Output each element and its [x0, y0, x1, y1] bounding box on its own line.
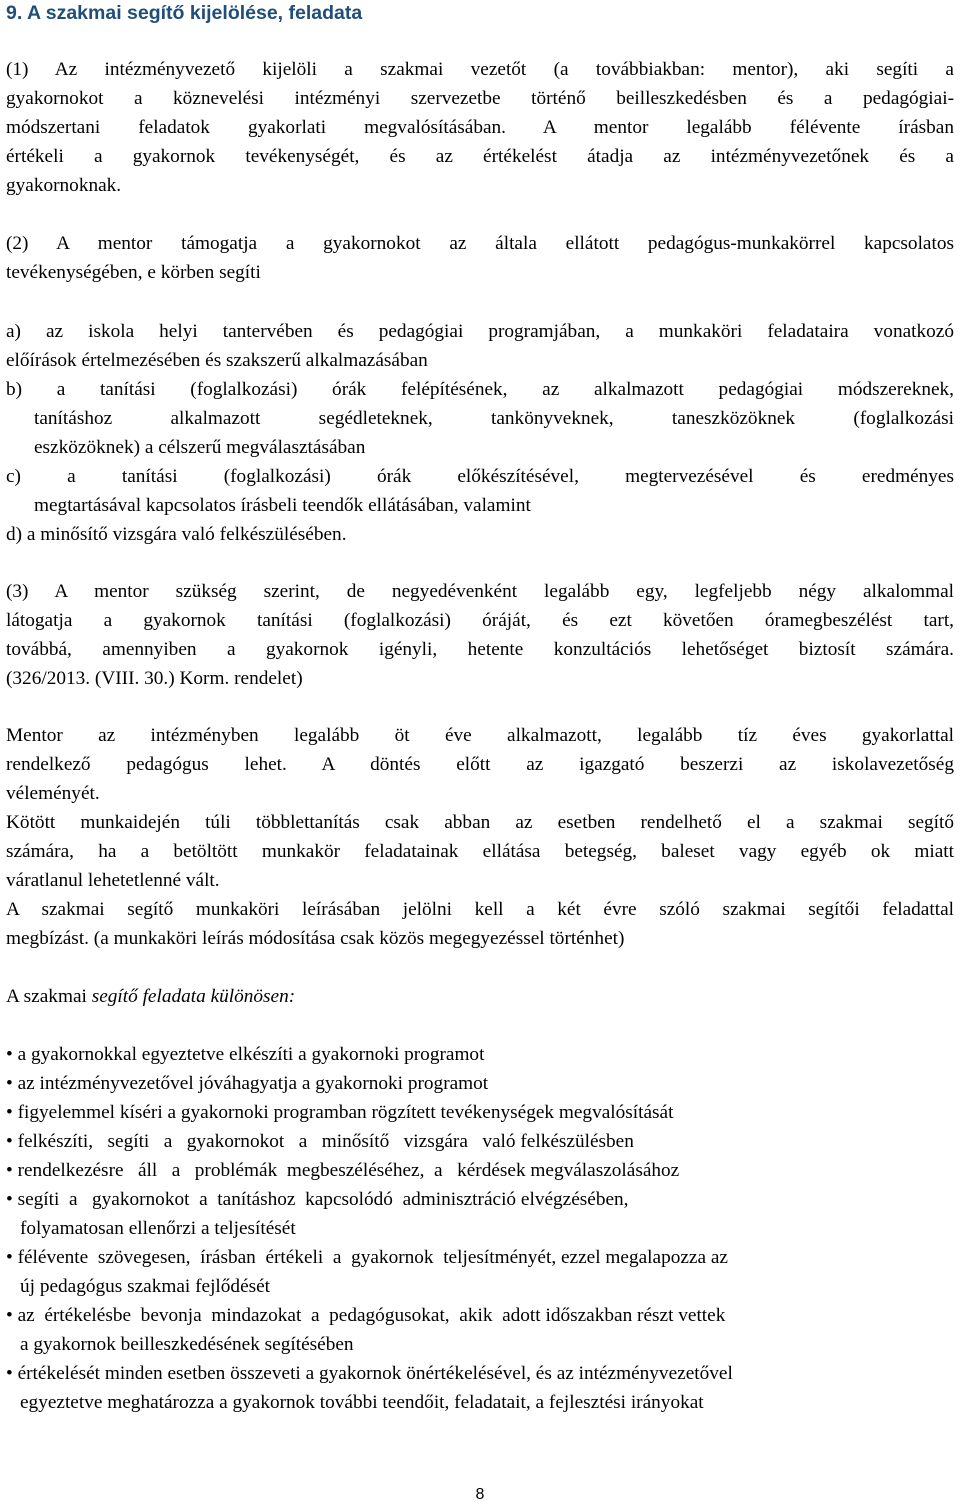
list-item-continuation: új pedagógus szakmai fejlődését [20, 1276, 271, 1297]
list-item-continuation: a gyakornok beilleszkedésének segítésében [20, 1334, 354, 1355]
tasks-heading [6, 982, 954, 1011]
text-line: megtartásával kapcsolatos írásbeli teendők ellátásában, valamint [34, 495, 531, 516]
text-line: (1) Az intézményvezető kijelöli a szakmai vezetőt (a továbbiakban: mentor), aki segíti a [6, 59, 954, 80]
text-line: módszertani feladatok gyakorlati megvalósításában. A mentor legalább félévente írásban [6, 117, 954, 138]
list-item: • segíti a gyakornokot a tanításhoz kapcsolódó adminisztráció elvégzésében, [6, 1189, 629, 1210]
list-item-b [6, 375, 954, 462]
text-line: rendelkező pedagógus lehet. A döntés előtt az igazgató beszerzi az iskolavezetőség [6, 754, 954, 775]
paragraph-1 [6, 55, 954, 200]
text-line: látogatja a gyakornok tanítási (foglalkozási) óráját, és ezt követően óramegbeszélést tart, [6, 610, 954, 631]
list-item: • a gyakornokkal egyeztetve elkészíti a gyakornoki programot [6, 1044, 485, 1065]
list-item-c [6, 462, 954, 520]
text-line: tevékenységében, e körben segíti [6, 262, 261, 283]
text-line: továbbá, amennyiben a gyakornok igényli, hetente konzultációs lehetőséget biztosít számára. [6, 639, 954, 660]
text-line: (326/2013. (VIII. 30.) Korm. rendelet) [6, 668, 303, 689]
text-line: (2) A mentor támogatja a gyakornokot az általa ellátott pedagógus-munkakörrel kapcsolatos [6, 233, 954, 254]
paragraph-2 [6, 229, 954, 287]
paragraph-3 [6, 577, 954, 693]
list-item-a [6, 317, 954, 375]
tasks-heading-italic: segítő feladata különösen: [91, 986, 296, 1007]
text-line: eszközöknek) a célszerű megválasztásában [34, 437, 366, 458]
text-line [6, 982, 954, 1011]
list-item-d [6, 520, 954, 549]
list-item: • felkészíti, segíti a gyakornokot a minősítő vizsgára való felkészülésben [6, 1131, 634, 1152]
task-bullet-list [6, 1040, 954, 1417]
text-line: b) a tanítási (foglalkozási) órák felépítésének, az alkalmazott pedagógiai módszereknek, [6, 379, 954, 400]
text-line: c) a tanítási (foglalkozási) órák előkészítésével, megtervezésével és eredményes [6, 466, 954, 487]
text-line: gyakornoknak. [6, 175, 122, 196]
text-line: megbízást. (a munkaköri leírás módosítása csak közös megegyezéssel történhet) [6, 928, 625, 949]
text-line: d) a minősítő vizsgára való felkészülésében. [6, 524, 347, 545]
list-item: • értékelését minden esetben összeveti a gyakornok önértékelésével, és az intézményvezetővel [6, 1363, 733, 1384]
section-heading: 9. A szakmai segítő kijelölése, feladata [6, 2, 363, 24]
text-line: számára, ha a betöltött munkakör feladatainak ellátása betegség, baleset vagy egyéb ok miatt [6, 841, 954, 862]
text-line: Mentor az intézményben legalább öt éve alkalmazott, legalább tíz éves gyakorlattal [6, 725, 954, 746]
text-line: (3) A mentor szükség szerint, de negyedévenként legalább egy, legfeljebb négy alkalommal [6, 581, 954, 602]
list-item: • figyelemmel kíséri a gyakornoki programban rögzített tevékenységek megvalósítását [6, 1102, 674, 1123]
list-item-continuation: folyamatosan ellenőrzi a teljesítését [20, 1218, 296, 1239]
text-line: A szakmai segítő munkaköri leírásában jelölni kell a két évre szóló szakmai segítői feladattal [6, 899, 954, 920]
list-item: • félévente szövegesen, írásban értékeli a gyakornok teljesítményét, ezzel megalapozza az [6, 1247, 728, 1268]
text-line: tanításhoz alkalmazott segédleteknek, tankönyveknek, taneszközöknek (foglalkozási [34, 408, 954, 429]
list-item: • az intézményvezetővel jóváhagyatja a gyakornoki programot [6, 1073, 489, 1094]
tasks-heading-plain: A szakmai [6, 986, 92, 1007]
text-line: gyakornokot a köznevelési intézményi szervezetbe történő beilleszkedésben és a pedagógiai- [6, 88, 954, 109]
text-line: Kötött munkaidején túli többlettanítás csak abban az esetben rendelhető el a szakmai segítő [6, 812, 954, 833]
text-line: értékeli a gyakornok tevékenységét, és az értékelést átadja az intézményvezetőnek és a [6, 146, 954, 167]
paragraph-4 [6, 721, 954, 953]
text-line: véleményét. [6, 783, 100, 804]
list-item-continuation: egyeztetve meghatározza a gyakornok további teendőit, feladatait, a fejlesztési irányokat [20, 1392, 704, 1413]
text-line: váratlanul lehetetlenné vált. [6, 870, 220, 891]
list-item: • rendelkezésre áll a problémák megbeszéléséhez, a kérdések megválaszolásához [6, 1160, 680, 1181]
text-line: előírások értelmezésében és szakszerű alkalmazásában [6, 350, 428, 371]
page-number: 8 [475, 1486, 485, 1503]
text-line: a) az iskola helyi tantervében és pedagógiai programjában, a munkaköri feladataira vonatkozó [6, 321, 954, 342]
list-item: • az értékelésbe bevonja mindazokat a pedagógusokat, akik adott időszakban részt vettek [6, 1305, 726, 1326]
